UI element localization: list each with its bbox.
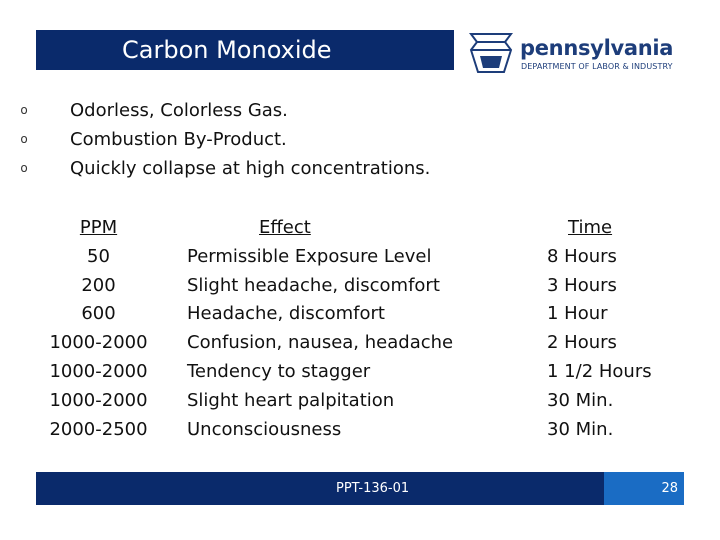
time-cell: 30 Min. (547, 418, 614, 440)
bullet-marker: o (20, 161, 28, 175)
time-cell: 8 Hours (547, 245, 617, 267)
ppm-cell: 1000-2000 (49, 360, 148, 382)
effect-cell: Tendency to stagger (187, 360, 371, 382)
effect-column (187, 214, 517, 444)
logo-department: DEPARTMENT OF LABOR & INDUSTRY (521, 62, 673, 71)
time-cell: 30 Min. (547, 389, 614, 411)
ppm-cell: 200 (81, 274, 116, 296)
title-bar (36, 30, 454, 70)
bullet-item (16, 96, 616, 125)
ppm-cell: 600 (81, 303, 116, 325)
bullet-list (16, 96, 616, 183)
effect-cell: Confusion, nausea, headache (187, 332, 454, 354)
bullet-text: Combustion By-Product. (70, 129, 287, 150)
bullet-marker: o (20, 103, 28, 117)
effect-cell: Slight heart palpitation (187, 389, 395, 411)
time-column (547, 214, 687, 444)
time-cell: 1 1/2 Hours (547, 360, 652, 382)
slide-title: Carbon Monoxide (122, 36, 332, 64)
ppm-cell: 1000-2000 (49, 389, 148, 411)
time-header: Time (568, 217, 613, 238)
footer-code: PPT-136-01 (336, 481, 410, 496)
effect-cell: Unconsciousness (187, 418, 342, 440)
effect-cell: Headache, discomfort (187, 303, 385, 325)
ppm-header: PPM (79, 217, 118, 238)
time-cell: 2 Hours (547, 332, 617, 354)
bullet-item (16, 154, 616, 183)
ppm-cell: 50 (87, 245, 110, 267)
bullet-marker: o (20, 132, 28, 146)
time-cell: 1 Hour (547, 303, 608, 325)
effect-cell: Permissible Exposure Level (187, 245, 432, 267)
effect-header: Effect (259, 217, 311, 238)
ppm-cell: 1000-2000 (49, 332, 148, 354)
pennsylvania-logo (468, 30, 690, 76)
time-cell: 3 Hours (547, 274, 617, 296)
page-number: 28 (661, 481, 678, 496)
bullet-text: Odorless, Colorless Gas. (70, 100, 288, 121)
keystone-icon (468, 30, 514, 74)
bullet-item (16, 125, 616, 154)
effect-cell: Slight headache, discomfort (187, 274, 440, 296)
ppm-column (36, 214, 161, 444)
bullet-text: Quickly collapse at high concentrations. (70, 158, 431, 179)
ppm-cell: 2000-2500 (49, 418, 148, 440)
logo-wordmark: pennsylvania (520, 36, 674, 60)
footer-bar (36, 472, 684, 505)
